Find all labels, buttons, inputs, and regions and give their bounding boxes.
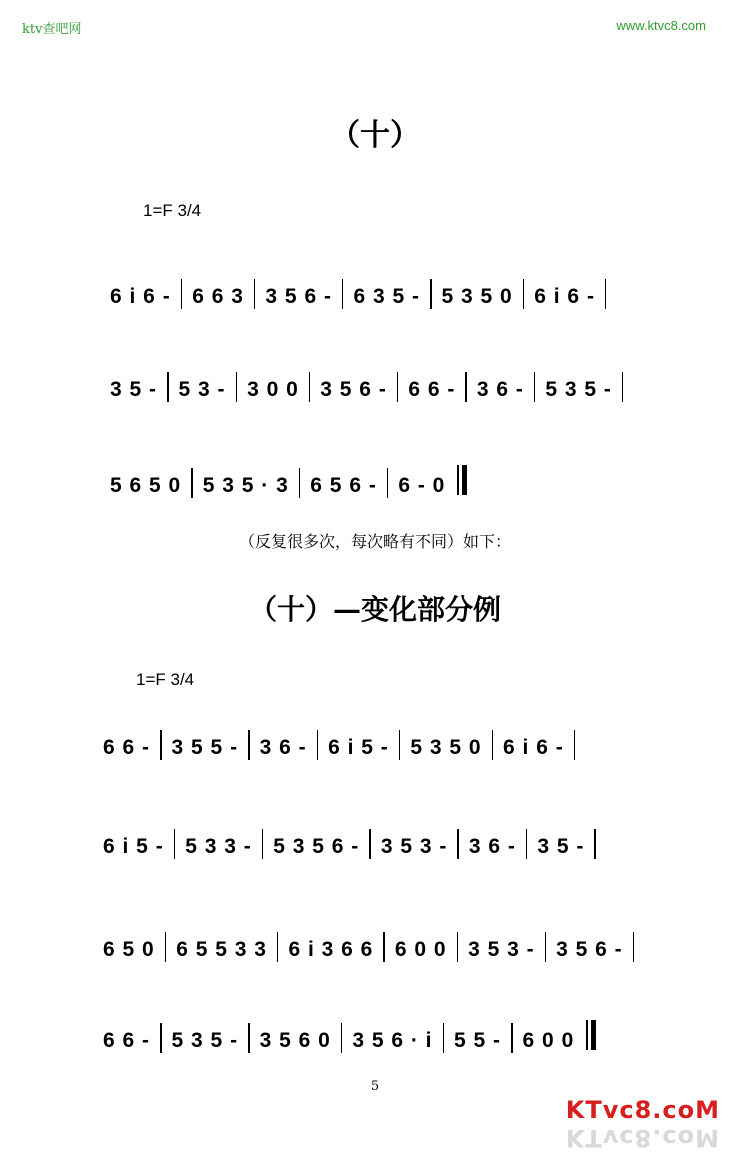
measure-notes: 6 5 5 3 3 bbox=[176, 937, 267, 961]
header-site-name: ktv查吧网 bbox=[22, 22, 82, 37]
measure-notes: 6 i 5 - bbox=[103, 834, 164, 858]
measure-notes: 5 3 5 · 3 bbox=[202, 473, 289, 497]
measure-notes: 6 i 6 - bbox=[534, 284, 595, 308]
measure-notes: 3 6 - bbox=[468, 834, 516, 858]
section1-key-signature: 1=F 3/4 bbox=[143, 201, 202, 220]
measure-notes: 6 5 6 - bbox=[310, 473, 377, 497]
measure-notes: 5 3 5 0 bbox=[410, 735, 482, 759]
bar-line bbox=[526, 829, 528, 859]
measure-notes: 3 5 - bbox=[537, 834, 585, 858]
measure-notes: 3 5 3 - bbox=[380, 834, 448, 858]
section2-key-signature: 1=F 3/4 bbox=[136, 670, 195, 689]
measure-notes: 6 i 6 - bbox=[503, 735, 564, 759]
measure-notes: 3 5 - bbox=[110, 377, 158, 401]
bar-line bbox=[633, 932, 635, 962]
section2-line-1 bbox=[103, 733, 585, 763]
measure-notes: 3 5 6 · i bbox=[352, 1028, 433, 1052]
bar-line bbox=[622, 372, 624, 402]
bar-line bbox=[299, 468, 301, 498]
measure-notes: 3 5 6 - bbox=[265, 284, 332, 308]
bar-line bbox=[165, 932, 167, 962]
measure-notes: 3 5 6 0 bbox=[259, 1028, 331, 1052]
bar-line bbox=[160, 730, 162, 760]
measure-notes: 6 5 0 bbox=[103, 937, 155, 961]
section1-title: （十） bbox=[330, 118, 420, 153]
bar-line bbox=[443, 1023, 445, 1053]
bar-line bbox=[174, 829, 176, 859]
measure-notes: 3 6 - bbox=[259, 735, 307, 759]
bar-line bbox=[465, 372, 467, 402]
section2-line-4 bbox=[103, 1023, 596, 1053]
measure-notes: 3 6 - bbox=[476, 377, 524, 401]
measure-notes: 6 6 - bbox=[103, 735, 151, 759]
bar-line bbox=[248, 730, 250, 760]
measure-notes: 5 3 5 - bbox=[545, 377, 612, 401]
bar-line bbox=[341, 1023, 343, 1053]
bar-line bbox=[387, 468, 389, 498]
bar-line bbox=[236, 372, 238, 402]
measure-notes: 6 3 5 - bbox=[353, 284, 421, 308]
header-site-url[interactable]: www.ktvc8.com bbox=[616, 18, 706, 33]
bar-line bbox=[254, 279, 256, 309]
bar-line bbox=[545, 932, 547, 962]
section1-line-2 bbox=[110, 375, 633, 405]
bar-line bbox=[430, 279, 432, 309]
bar-line bbox=[277, 932, 279, 962]
page-number: 5 bbox=[370, 1079, 380, 1094]
measure-notes: 6 6 3 bbox=[192, 284, 244, 308]
section1-line-1 bbox=[110, 282, 616, 312]
measure-notes: 5 3 5 - bbox=[171, 1028, 239, 1052]
measure-notes: 5 6 5 0 bbox=[110, 473, 182, 497]
final-bar-line bbox=[586, 1020, 596, 1056]
bar-line bbox=[262, 829, 264, 859]
bar-line bbox=[457, 829, 459, 859]
measure-notes: 6 6 - bbox=[103, 1028, 151, 1052]
measure-notes: 6 6 - bbox=[408, 377, 456, 401]
bar-line bbox=[191, 468, 193, 498]
measure-notes: 5 3 - bbox=[178, 377, 226, 401]
bar-line bbox=[383, 932, 385, 962]
measure-notes: 6 i 5 - bbox=[328, 735, 389, 759]
section2-title: （十）—变化部分例 bbox=[248, 593, 501, 626]
bar-line bbox=[511, 1023, 513, 1053]
measure-notes: 6 i 6 - bbox=[110, 284, 171, 308]
measure-notes: 6 i 3 6 6 bbox=[288, 937, 374, 961]
bar-line bbox=[397, 372, 399, 402]
watermark-logo-reflection: KTvc8.coM bbox=[565, 1124, 720, 1152]
measure-notes: 6 - 0 bbox=[398, 473, 446, 497]
section2-line-2 bbox=[103, 832, 606, 862]
watermark-logo: KTvc8.coM bbox=[565, 1096, 720, 1124]
bar-line bbox=[594, 829, 596, 859]
bar-line bbox=[317, 730, 319, 760]
section1-line-3 bbox=[110, 468, 467, 498]
measure-notes: 5 3 5 6 - bbox=[273, 834, 360, 858]
measure-notes: 5 5 - bbox=[454, 1028, 502, 1052]
bar-line bbox=[457, 932, 459, 962]
bar-line bbox=[167, 372, 169, 402]
measure-notes: 3 5 5 - bbox=[171, 735, 239, 759]
bar-line bbox=[399, 730, 401, 760]
bar-line bbox=[523, 279, 525, 309]
repeat-note: （反复很多次，每次略有不同）如下： bbox=[238, 532, 511, 551]
bar-line bbox=[574, 730, 576, 760]
bar-line bbox=[248, 1023, 250, 1053]
measure-notes: 3 0 0 bbox=[247, 377, 299, 401]
measure-notes: 6 0 0 bbox=[394, 937, 447, 961]
measure-notes: 5 3 3 - bbox=[185, 834, 252, 858]
measure-notes: 3 5 6 - bbox=[556, 937, 623, 961]
bar-line bbox=[309, 372, 311, 402]
measure-notes: 3 5 3 - bbox=[468, 937, 535, 961]
measure-notes: 3 5 6 - bbox=[320, 377, 387, 401]
bar-line bbox=[492, 730, 494, 760]
bar-line bbox=[181, 279, 183, 309]
bar-line bbox=[342, 279, 344, 309]
bar-line bbox=[534, 372, 536, 402]
bar-line bbox=[605, 279, 607, 309]
measure-notes: 6 0 0 bbox=[522, 1028, 575, 1052]
measure-notes: 5 3 5 0 bbox=[441, 284, 513, 308]
bar-line bbox=[160, 1023, 162, 1053]
final-bar-line bbox=[457, 465, 467, 501]
bar-line bbox=[369, 829, 371, 859]
section2-line-3 bbox=[103, 935, 644, 965]
